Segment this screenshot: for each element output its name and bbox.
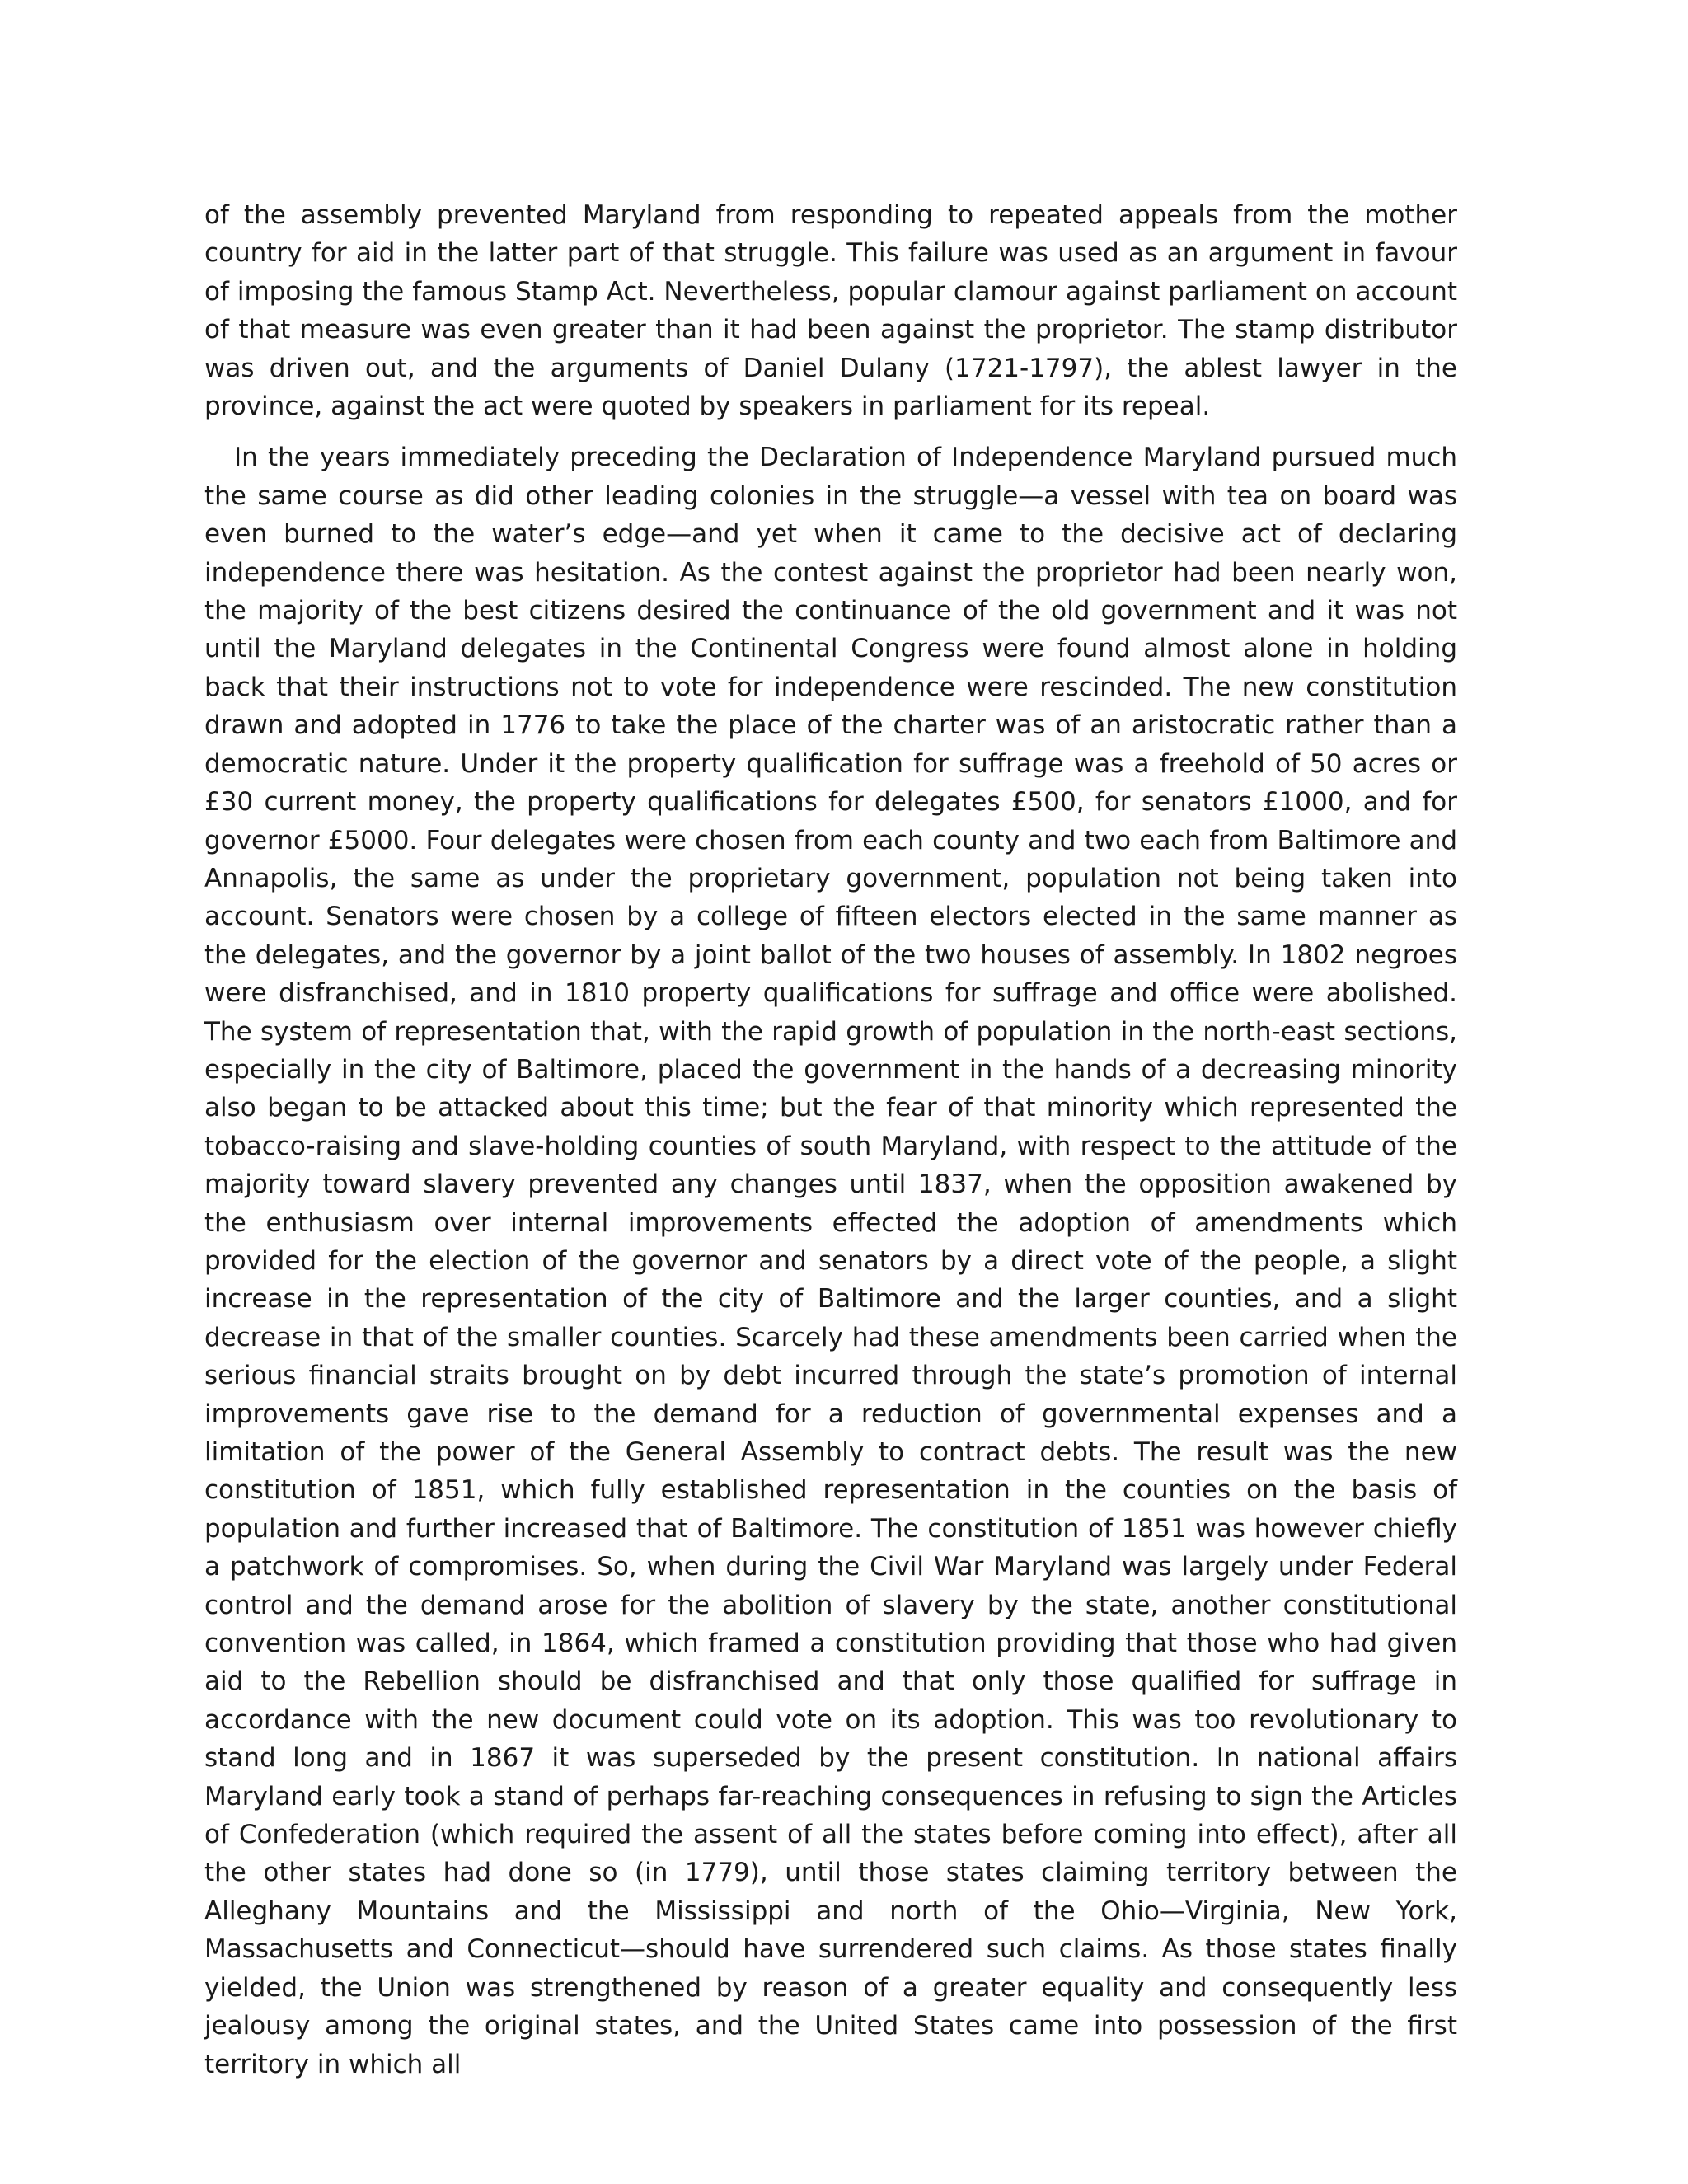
paragraph-2: In the years immediately preceding the Declaration of Independence Maryland pursued much the same course as did other leading colonies in the struggle—a vessel with tea on board was even burned to the water’s edge—and yet when it came to the decisive act of declaring independence there was hesitation. As the contest against the proprietor had been nearly won, the majority of the best citizens desired the continuance of the old government and it was not until the Maryland delegates in the Continental Congress were found almost alone in holding back that their instructions not to vote for independence were rescinded. The new constitution drawn and adopted in 1776 to take the place of the charter was of an aristocratic rather than a democratic nature. Under it the property qualification for suffrage was a freehold of 50 acres or £30 current money, the property qualifications for delegates £500, for senators £1000, and for governor £5000. Four delegates were chosen from each county and two each from Baltimore and Annapolis, the same as under the proprietary government, population not being taken into account. Senators were chosen by a college of fifteen electors elected in the same manner as the delegates, and the governor by a joint ballot of the two houses of assembly. In 1802 negroes were disfranchised, and in 1810 property qualifications for suffrage and office were abolished. The system of representation that, with the rapid growth of population in the north-east sections, especially in the city of Baltimore, placed the government in the hands of a decreasing minority also began to be attacked about this time; but the fear of that minority which represented the tobacco-raising and slave-holding counties of south Maryland, with respect to the attitude of the majority toward slavery prevented any changes until 1837, when the opposition awakened by the enthusiasm over internal improvements effected the adoption of amendments which provided for the election of the governor and senators by a direct vote of the people, a slight increase in the representation of the city of Baltimore and the larger counties, and a slight decrease in that of the smaller counties. Scarcely had these amendments been carried when the serious financial straits brought on by debt incurred through the state’s promotion of internal improvements gave rise to the demand for a reduction of governmental expenses and a limitation of the power of the General Assembly to contract debts. The result was the new constitution of 1851, which fully established representation in the counties on the basis of population and further increased that of Baltimore. The constitution of 1851 was however chiefly a patchwork of compromises. So, when during the Civil War Maryland was largely under Federal control and the demand arose for the abolition of slavery by the state, another constitutional convention was called, in 1864, which framed a constitution providing that those who had given aid to the Rebellion should be disfranchised and that only those qualified for suffrage in accordance with the new document could vote on its adoption. This was too revolutionary to stand long and in 1867 it was superseded by the present constitution. In national affairs Maryland early took a stand of perhaps far-reaching consequences in refusing to sign the Articles of Confederation (which required the assent of all the states before coming into effect), after all the other states had done so (in 1779), until those states claiming territory between the Alleghany Mountains and the Mississippi and north of the Ohio—Virginia, New York, Massachusetts and Connecticut—should have surrendered such claims. As those states finally yielded, the Union was strengthened by reason of a greater equality and consequently less jealousy among the original states, and the United States came into possession of the first territory in which all — [204, 443, 1457, 2079]
document-page — [204, 196, 1457, 2083]
paragraph-1: of the assembly prevented Maryland from responding to repeated appeals from the mother country for aid in the latter part of that struggle. This failure was used as an argument in favour of imposing the famous Stamp Act. Nevertheless, popular clamour against parliament on account of that measure was even greater than it had been against the proprietor. The stamp distributor was driven out, and the arguments of Daniel Dulany (1721-1797), the ablest lawyer in the province, against the act were quoted by speakers in parliament for its repeal. — [204, 200, 1457, 422]
